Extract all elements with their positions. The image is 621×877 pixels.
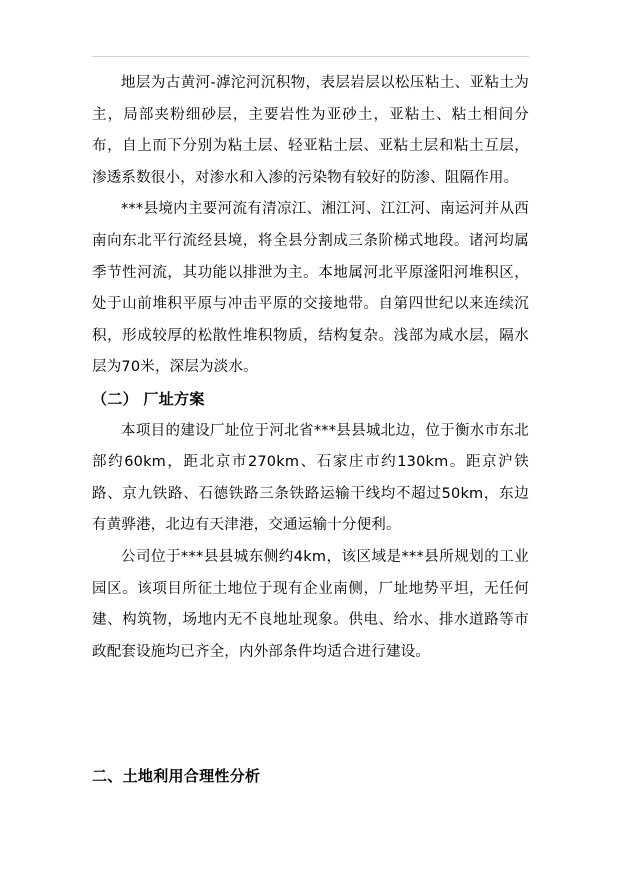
paragraph-company-location: 公司位于***县县城东侧约4km，该区域是***县所规划的工业园区。该项目所征土地位于现有企业南侧，厂址地势平坦，无任何建、构筑物，场地内无不良地址现象。供电、给水、排水道路等市政配套设施均已齐全，内外部条件均适合进行建设。: [92, 548, 529, 660]
paragraph-geology: 地层为古黄河-滹沱河沉积物，表层岩层以松压粘土、亚粘土为主，局部夹粉细砂层，主要岩性为亚砂土，亚粘土、粘土相间分布，自上而下分别为粘土层、轻亚粘土层、亚粘土层和粘土互层，渗透系数很小，对渗水和入渗的污染物有较好的防渗、阻隔作用。: [92, 75, 529, 186]
chapter-heading-land-use: 二、土地利用合理性分析: [92, 767, 261, 785]
document-body: [92, 68, 529, 668]
header-rule: [92, 56, 529, 57]
paragraph-rivers: ***县境内主要河流有清凉江、湘江河、江江河、南运河并从西南向东北平行流经县境，将全县分割成三条阶梯式地段。诸河均属季节性河流，其功能以排泄为主。本地属河北平原滏阳河堆积区，处于山前堆积平原与冲击平原的交接地带。自第四世纪以来连续沉积，形成较厚的松散性堆积物质，结构复杂。浅部为咸水层，隔水层为70米，深层为淡水。: [92, 201, 529, 376]
paragraph-site-location: 本项目的建设厂址位于河北省***县县城北边，位于衡水市东北部约60km，距北京市270km、石家庄市约130km。距京沪铁路、京九铁路、石德铁路三条铁路运输干线均不超过50km，东边有黄骅港，北边有天津港，交通运输十分便利。: [92, 422, 529, 534]
section-heading-site-plan: （二） 厂址方案: [92, 389, 205, 408]
